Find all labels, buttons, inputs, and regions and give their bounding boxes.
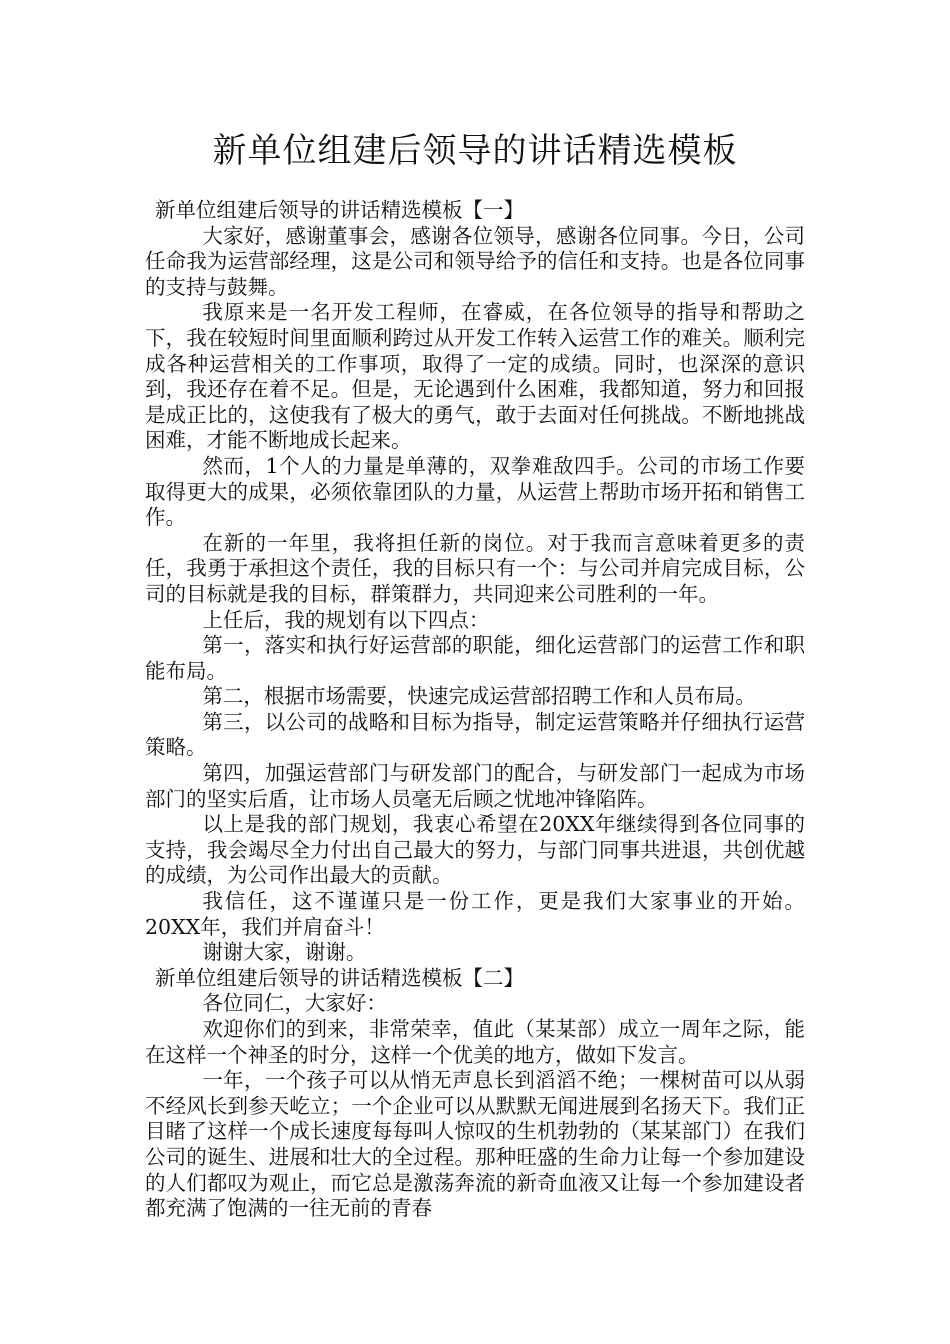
section-two [145,966,805,1222]
paragraph: 欢迎你们的到来，非常荣幸，值此（某某部）成立一周年之际，能在这样一个神圣的时分，这样一个优美的地方，做如下发言。 [145,1017,805,1067]
paragraph: 然而，1个人的力量是单薄的，双拳难敌四手。公司的市场工作要取得更大的成果，必须依靠团队的力量，从运营上帮助市场开拓和销售工作。 [145,453,805,530]
paragraph: 我原来是一名开发工程师，在睿威，在各位领导的指导和帮助之下，我在较短时间里面顺利跨过从开发工作转入运营工作的难关。顺利完成各种运营相关的工作事项，取得了一定的成绩。同时，也深深的意识到，我还存在着不足。但是，无论遇到什么困难，我都知道，努力和回报是成正比的，这使我有了极大的勇气，敢于去面对任何挑战。不断地挑战困难，才能不断地成长起来。 [145,300,805,453]
paragraph: 第一，落实和执行好运营部的职能，细化运营部门的运营工作和职能布局。 [145,633,805,683]
paragraph: 第四，加强运营部门与研发部门的配合，与研发部门一起成为市场部门的坚实后盾，让市场人员毫无后顾之忧地冲锋陷阵。 [145,761,805,811]
section-one [145,198,805,966]
paragraph: 大家好，感谢董事会，感谢各位领导，感谢各位同事。今日，公司任命我为运营部经理，这是公司和领导给予的信任和支持。也是各位同事的支持与鼓舞。 [145,223,805,299]
paragraph: 我信任，这不谨谨只是一份工作，更是我们大家事业的开始。20XX年，我们并肩奋斗！ [145,889,805,939]
document-title: 新单位组建后领导的讲话精选模板 [212,131,738,171]
paragraph: 第三，以公司的战略和目标为指导，制定运营策略并仔细执行运营策略。 [145,709,805,760]
paragraph: 在新的一年里，我将担任新的岗位。对于我而言意味着更多的责任，我勇于承担这个责任，我的目标只有一个：与公司并肩完成目标，公司的目标就是我的目标，群策群力，共同迎来公司胜利的一年。 [145,530,805,606]
section-heading: 新单位组建后领导的讲话精选模板【一】 [155,198,524,222]
paragraph: 谢谢大家，谢谢。 [202,940,367,965]
paragraph: 以上是我的部门规划，我衷心希望在20XX年继续得到各位同事的支持，我会竭尽全力付出自己最大的努力，与部门同事共进退，共创优越的成绩，为公司作出最大的贡献。 [145,812,805,888]
paragraph: 第二，根据市场需要，快速完成运营部招聘工作和人员布局。 [202,684,756,709]
paragraph: 各位同仁，大家好： [202,991,387,1016]
paragraph: 上任后，我的规划有以下四点： [202,607,490,632]
document-body [145,198,805,1222]
section-heading: 新单位组建后领导的讲话精选模板【二】 [155,965,524,990]
paragraph: 一年，一个孩子可以从悄无声息长到滔滔不绝；一棵树苗可以从弱不经风长到参天屹立；一个企业可以从默默无闻进展到名扬天下。我们正目睹了这样一个成长速度每每叫人惊叹的生机勃勃的（某某部门）在我们公司的诞生、进展和壮大的全过程。那种旺盛的生命力让每一个参加建设的人们都叹为观止，而它总是激荡奔流的新奇血液又让每一个参加建设者都充满了饱满的一往无前的青春 [145,1068,805,1221]
